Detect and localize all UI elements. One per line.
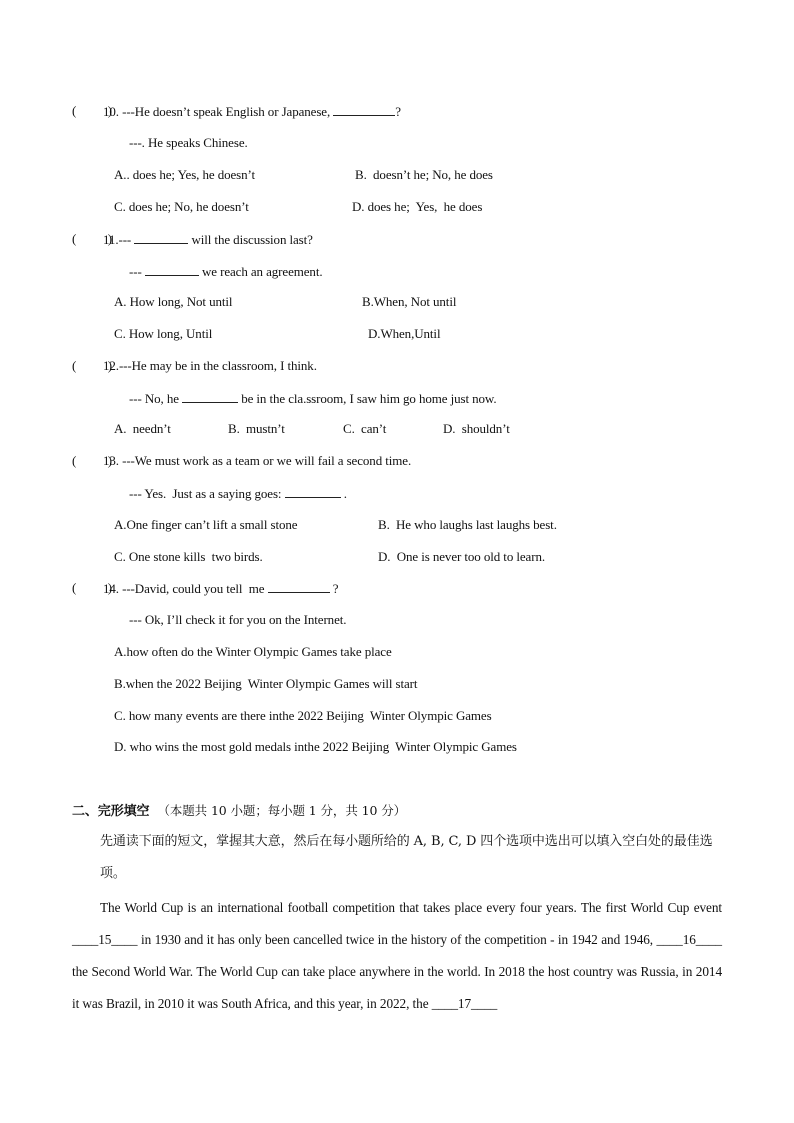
q11-reply-blank[interactable] <box>145 263 199 276</box>
cloze-passage <box>72 892 722 1020</box>
answer-paren-11[interactable]: ( ) <box>72 231 112 246</box>
blank-16[interactable]: ____16____ <box>656 932 722 947</box>
q13-option-c[interactable]: C. One stone kills two birds. <box>114 549 263 564</box>
q14-option-a[interactable]: A.how often do the Winter Olympic Games take place <box>114 644 392 659</box>
q11-option-a[interactable]: A. How long, Not until <box>114 294 233 309</box>
q14-reply: --- Ok, I’ll check it for you on the Internet. <box>129 612 347 627</box>
section-instruction: 先通读下面的短文，掌握其大意，然后在每小题所给的 A, B, C, D 四个选项中选出可以填入空白处的最佳选项。 <box>100 834 713 881</box>
q10-blank[interactable] <box>333 103 395 116</box>
blank-15[interactable]: ____15____ <box>72 932 138 947</box>
blank-17[interactable]: ____17____ <box>431 996 498 1011</box>
section-note: （本题共 10 小题；每小题 1 分，共 10 分） <box>157 803 406 818</box>
q11-option-d[interactable]: D.When,Until <box>368 326 441 341</box>
q14-option-c[interactable]: C. how many events are there inthe 2022 Beijing Winter Olympic Games <box>114 708 492 723</box>
q13-reply-pre: --- Yes. Just as a saying goes: <box>129 486 285 501</box>
q12-option-d[interactable]: D. shouldn’t <box>443 421 510 436</box>
q11-reply-post: we reach an agreement. <box>198 264 323 279</box>
q11-option-c[interactable]: C. How long, Until <box>114 326 213 341</box>
q10-stem-text: 10. ---He doesn’t speak English or Japanese, <box>103 104 334 119</box>
q10-option-b[interactable]: B. doesn’t he; No, he does <box>355 167 493 182</box>
q13-option-a[interactable]: A.One finger can’t lift a small stone <box>114 517 298 532</box>
q11-reply-pre: --- <box>129 264 145 279</box>
q13-reply-post: . <box>340 486 347 501</box>
q14-blank[interactable] <box>268 580 330 593</box>
q13-option-b[interactable]: B. He who laughs last laughs best. <box>378 517 557 532</box>
passage-text-3: the Second World War. The World Cup can take place anywhere in the world. In 2018 the host country was Russia, in 2014 it was Brazil, in 2010 it was South Africa, and this year, in 2022, the <box>72 964 722 1011</box>
q11-stem-text: 11.--- <box>103 232 135 247</box>
q14-stem-end: ? <box>329 581 339 596</box>
q11-reply <box>129 263 323 280</box>
q12-option-a[interactable]: A. needn’t <box>114 421 171 436</box>
q13-option-d[interactable]: D. One is never too old to learn. <box>378 549 546 564</box>
q14-stem-text: 14. ---David, could you tell me <box>103 581 268 596</box>
q14-option-d[interactable]: D. who wins the most gold medals inthe 2022 Beijing Winter Olympic Games <box>114 739 517 754</box>
q11-blank[interactable] <box>134 231 188 244</box>
q10-option-d[interactable]: D. does he; Yes, he does <box>352 199 483 214</box>
q10-option-a[interactable]: A.. does he; Yes, he doesn’t <box>114 167 256 182</box>
answer-paren-14[interactable]: ( ) <box>72 580 112 595</box>
q10-reply: ---. He speaks Chinese. <box>129 135 248 150</box>
q12-option-c[interactable]: C. can’t <box>343 421 387 436</box>
section-title <box>72 802 406 821</box>
q13-reply <box>129 485 347 502</box>
answer-paren-12[interactable]: ( ) <box>72 358 112 373</box>
section-title-text: 二、完形填空 <box>72 804 150 819</box>
question-10-stem <box>103 103 401 120</box>
q11-option-b[interactable]: B.When, Not until <box>362 294 457 309</box>
q12-reply-blank[interactable] <box>182 390 238 403</box>
q10-stem-end: ? <box>395 104 401 119</box>
q10-option-c[interactable]: C. does he; No, he doesn’t <box>114 199 249 214</box>
question-12-stem: 12.---He may be in the classroom, I think. <box>103 358 317 373</box>
q11-stem-end: will the discussion last? <box>188 232 313 247</box>
q12-reply-pre: --- No, he <box>129 391 183 406</box>
q12-reply-post: be in the cla.ssroom, I saw him go home just now. <box>238 391 497 406</box>
passage-text-1: The World Cup is an international football competition that takes place every four years. The first World Cup event <box>100 900 722 915</box>
q13-reply-blank[interactable] <box>285 485 341 498</box>
q12-option-b[interactable]: B. mustn’t <box>228 421 285 436</box>
question-14-stem <box>103 580 338 597</box>
answer-paren-13[interactable]: ( ) <box>72 453 112 468</box>
passage-text-2: in 1930 and it has only been cancelled twice in the history of the competition - in 1942 and 1946, <box>137 932 657 947</box>
question-13-stem: 13. ---We must work as a team or we will fail a second time. <box>103 453 412 468</box>
answer-paren-10[interactable]: ( ) <box>72 103 112 118</box>
q12-reply <box>129 390 497 407</box>
q14-option-b[interactable]: B.when the 2022 Beijing Winter Olympic Games will start <box>114 676 418 691</box>
question-11-stem <box>103 231 313 248</box>
